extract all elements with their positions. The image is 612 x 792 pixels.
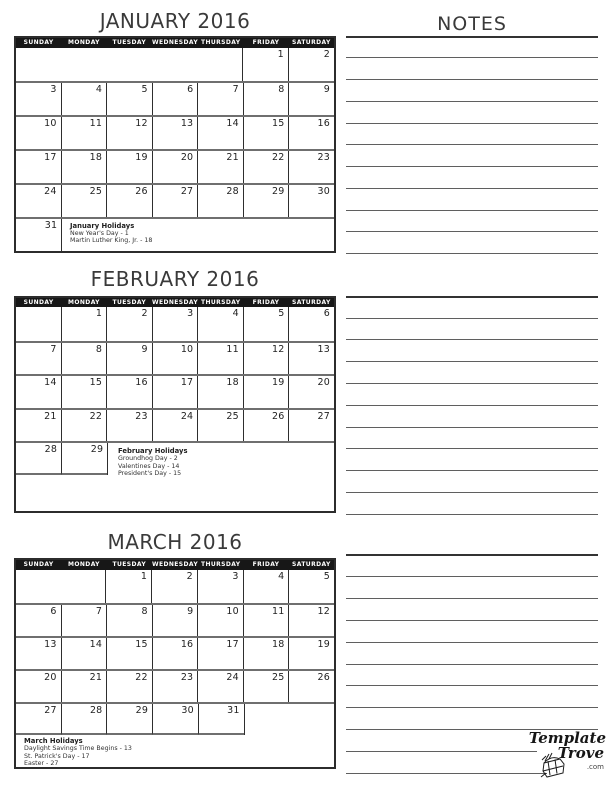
day-number: 29: [135, 705, 149, 717]
month-holidays: [118, 447, 188, 478]
logo-text-com: .com: [586, 763, 604, 771]
notes-line: [346, 318, 598, 319]
day-number: 16: [317, 118, 331, 130]
day-cell: [16, 410, 61, 442]
notes-line: [346, 57, 598, 58]
notes-line: [346, 448, 598, 449]
calendar-grid: [14, 296, 336, 513]
notes-line: [346, 210, 598, 211]
logo-text-template: Template: [528, 729, 606, 747]
day-number: 13: [180, 118, 194, 130]
day-cell: [106, 83, 152, 115]
day-cell: [106, 376, 152, 408]
day-cell: [151, 570, 197, 603]
day-cell: [243, 410, 289, 442]
day-cell: [106, 671, 152, 702]
day-cell-empty: [151, 48, 196, 82]
holiday-item: Martin Luther King, Jr. - 18: [70, 237, 153, 245]
day-number: 9: [187, 605, 194, 617]
notes-line: [346, 427, 598, 428]
day-cell: [197, 376, 243, 408]
day-number: 5: [141, 84, 148, 96]
week-row: [16, 669, 334, 702]
day-cell: [288, 185, 334, 217]
day-number: 24: [180, 410, 194, 422]
weekday-label: MONDAY: [68, 561, 100, 568]
holiday-item: St. Patrick's Day - 17: [24, 752, 90, 760]
weekday-label: WEDNESDAY: [151, 561, 199, 568]
day-cell: [16, 443, 61, 475]
day-number: 1: [95, 308, 103, 319]
notes-line: [346, 576, 598, 577]
week-row: [16, 341, 334, 375]
day-cell: [243, 117, 289, 149]
day-number: 31: [227, 705, 240, 717]
day-cell: [61, 307, 107, 341]
day-number: 23: [180, 672, 194, 684]
day-number: 10: [180, 343, 194, 355]
day-cell: [152, 117, 198, 149]
notes-line: [346, 642, 598, 643]
day-number: 14: [89, 638, 103, 650]
day-cell: [288, 48, 334, 82]
day-number: 27: [44, 705, 57, 717]
week-row: [16, 603, 334, 636]
notes-line: [346, 166, 598, 167]
day-number: 8: [141, 605, 148, 617]
day-number: 11: [89, 118, 103, 130]
day-cell: [243, 376, 289, 408]
day-number: 25: [226, 410, 239, 422]
week-row: [16, 217, 334, 251]
day-number: 10: [226, 605, 239, 617]
day-number: 19: [271, 377, 285, 389]
day-cell: [152, 605, 198, 636]
day-cell: [106, 605, 152, 636]
day-cell: [197, 151, 243, 183]
day-cell: [152, 307, 198, 341]
day-number: 11: [226, 343, 239, 355]
notes-line: [346, 598, 598, 599]
weekday-label: THURSDAY: [200, 561, 241, 568]
day-cell: [243, 83, 289, 115]
week-row: [16, 81, 334, 115]
day-cell-empty: [244, 443, 289, 475]
day-cell: [106, 117, 152, 149]
holidays-title: January Holidays: [70, 221, 135, 230]
day-number: 28: [226, 186, 239, 198]
weekday-label: TUESDAY: [112, 39, 147, 46]
day-cell: [288, 410, 334, 442]
week-row: [16, 702, 334, 735]
month-holidays: [70, 222, 152, 245]
day-cell: [16, 117, 61, 149]
weekday-label: SUNDAY: [23, 39, 54, 46]
day-number: 9: [323, 84, 331, 96]
weekday-header-bar: [16, 560, 334, 570]
notes-line: [346, 144, 598, 145]
day-cell: [61, 605, 107, 636]
day-cell: [106, 343, 152, 375]
notes-line: [346, 383, 598, 384]
day-cell: [61, 343, 107, 375]
day-cell: [198, 704, 244, 735]
day-number: 13: [44, 638, 57, 650]
day-number: 30: [181, 705, 194, 717]
day-number: 7: [50, 343, 57, 355]
day-number: 16: [135, 377, 148, 389]
day-cell: [197, 117, 243, 149]
day-number: 2: [186, 570, 193, 582]
notes-title: NOTES: [437, 13, 507, 35]
day-number: 23: [317, 152, 331, 164]
notes-line: [346, 773, 547, 774]
week-row: [16, 307, 334, 341]
weekday-label: SUNDAY: [23, 561, 54, 568]
day-cell: [243, 605, 289, 636]
weekday-label: THURSDAY: [200, 298, 241, 306]
day-cell: [197, 605, 243, 636]
day-cell: [152, 638, 198, 669]
holiday-item: New Year's Day - 1: [70, 229, 129, 237]
day-cell-empty: [61, 570, 106, 603]
holidays-title: February Holidays: [118, 447, 188, 456]
weekday-label: SATURDAY: [292, 561, 331, 568]
day-cell: [152, 376, 198, 408]
weekday-label: SUNDAY: [23, 298, 54, 306]
day-cell-empty: [199, 443, 244, 475]
day-number: 2: [323, 48, 330, 60]
holiday-item: Groundhog Day - 2: [118, 455, 178, 463]
week-row: [16, 149, 334, 183]
day-cell: [61, 151, 107, 183]
day-cell-empty: [243, 219, 288, 251]
day-number: 14: [44, 377, 57, 389]
day-cell: [288, 605, 334, 636]
day-cell: [288, 151, 334, 183]
day-number: 18: [226, 377, 239, 389]
day-cell: [106, 704, 152, 735]
day-cell: [243, 307, 289, 341]
day-cell: [16, 671, 61, 702]
notes-line: [346, 101, 598, 102]
day-number: 6: [323, 308, 331, 319]
day-cell: [61, 671, 107, 702]
day-number: 1: [140, 570, 148, 582]
notes-line: [346, 79, 598, 80]
day-cell-empty: [106, 48, 151, 82]
day-cell: [61, 638, 107, 669]
weekday-label: FRIDAY: [252, 561, 280, 568]
day-cell-empty: [198, 219, 243, 251]
weekday-label: MONDAY: [68, 298, 100, 306]
day-cell: [243, 638, 289, 669]
day-number: 21: [226, 152, 239, 164]
day-cell-empty: [244, 704, 290, 735]
day-number: 26: [135, 186, 148, 198]
logo-text-trove: Trove: [557, 744, 604, 762]
day-number: 18: [89, 152, 103, 164]
day-cell: [242, 48, 288, 82]
day-cell: [61, 117, 107, 149]
notes-line: [346, 36, 598, 38]
day-cell: [106, 307, 152, 341]
day-cell: [61, 410, 107, 442]
day-number: 6: [50, 605, 57, 617]
day-number: 28: [89, 705, 103, 717]
weekday-label: SATURDAY: [292, 39, 331, 46]
day-cell: [288, 376, 334, 408]
day-cell: [152, 151, 198, 183]
weekday-header-bar: [16, 38, 334, 48]
day-number: 23: [135, 410, 148, 422]
week-row: [16, 441, 334, 478]
holiday-item: President's Day - 15: [118, 470, 182, 478]
day-cell: [106, 151, 152, 183]
day-cell: [243, 671, 289, 702]
day-cell-empty: [16, 48, 61, 82]
day-number: 21: [44, 410, 57, 422]
day-number: 7: [232, 84, 239, 96]
day-cell: [288, 671, 334, 702]
day-cell: [16, 376, 61, 408]
day-number: 28: [44, 444, 58, 456]
day-cell: [243, 570, 289, 603]
day-number: 11: [271, 605, 285, 617]
day-number: 20: [180, 152, 194, 164]
day-cell: [197, 638, 243, 669]
day-cell: [106, 185, 152, 217]
week-row: [16, 183, 334, 217]
day-cell-empty: [153, 219, 198, 251]
day-number: 8: [95, 343, 103, 355]
day-cell: [152, 343, 198, 375]
day-number: 20: [317, 377, 331, 389]
day-cell: [61, 443, 107, 475]
weekday-label: FRIDAY: [252, 39, 280, 46]
day-number: 5: [323, 570, 331, 582]
day-number: 16: [180, 638, 194, 650]
day-number: 15: [89, 377, 103, 389]
day-cell: [16, 605, 61, 636]
day-number: 4: [95, 84, 103, 96]
holiday-item: Easter - 27: [24, 760, 59, 768]
day-cell: [16, 219, 61, 251]
day-cell: [197, 671, 243, 702]
notes-line: [346, 554, 598, 556]
day-number: 29: [271, 186, 285, 198]
day-cell: [288, 307, 334, 341]
notes-line: [346, 361, 598, 362]
weekday-header-bar: [16, 298, 334, 308]
notes-line: [346, 514, 598, 515]
month-title: MARCH 2016: [107, 530, 243, 554]
day-cell-empty: [289, 443, 334, 475]
day-number: 8: [278, 84, 285, 96]
day-number: 13: [317, 343, 331, 355]
day-cell-empty: [197, 48, 242, 82]
day-number: 21: [89, 672, 103, 684]
day-cell: [243, 185, 289, 217]
day-cell-empty: [61, 48, 106, 82]
day-number: 14: [226, 118, 239, 130]
day-number: 19: [135, 152, 148, 164]
day-cell: [288, 343, 334, 375]
weekday-label: WEDNESDAY: [151, 298, 199, 306]
day-number: 17: [180, 377, 194, 389]
day-cell: [197, 185, 243, 217]
notes-line: [346, 664, 598, 665]
day-number: 17: [226, 638, 239, 650]
day-number: 30: [317, 186, 331, 198]
day-cell: [16, 185, 61, 217]
day-cell: [197, 83, 243, 115]
day-number: 20: [44, 672, 57, 684]
day-number: 3: [50, 84, 57, 96]
notes-line: [346, 231, 598, 232]
month-title: FEBRUARY 2016: [90, 267, 260, 291]
notes-line: [346, 707, 598, 708]
weekday-label: MONDAY: [68, 39, 100, 46]
day-number: 5: [278, 308, 285, 319]
day-number: 22: [271, 152, 285, 164]
day-number: 3: [232, 570, 239, 582]
notes-line: [346, 188, 598, 189]
weekday-label: TUESDAY: [112, 298, 147, 306]
day-cell: [152, 185, 198, 217]
day-cell: [243, 343, 289, 375]
day-cell: [105, 570, 151, 603]
day-number: 18: [271, 638, 285, 650]
day-cell: [16, 638, 61, 669]
day-cell-empty: [289, 704, 334, 735]
day-number: 26: [271, 410, 285, 422]
day-cell: [197, 307, 243, 341]
day-number: 12: [271, 343, 285, 355]
notes-line: [346, 253, 598, 254]
day-number: 12: [317, 605, 331, 617]
day-number: 27: [317, 410, 331, 422]
day-number: 26: [317, 672, 331, 684]
day-number: 4: [278, 570, 285, 582]
day-cell: [16, 83, 61, 115]
notes-line: [346, 405, 598, 406]
day-cell: [243, 151, 289, 183]
day-cell: [16, 343, 61, 375]
notes-line: [346, 123, 598, 124]
calendar-grid: [14, 558, 336, 769]
day-number: 25: [89, 186, 103, 198]
day-number: 22: [135, 672, 148, 684]
day-number: 7: [95, 605, 103, 617]
day-cell-empty: [289, 219, 334, 251]
notes-line: [346, 296, 598, 298]
day-cell: [106, 638, 152, 669]
month-title: JANUARY 2016: [99, 9, 251, 33]
day-cell: [152, 671, 198, 702]
day-cell: [16, 151, 61, 183]
week-row: [16, 408, 334, 442]
holiday-item: Valentines Day - 14: [118, 462, 180, 470]
notes-line: [346, 685, 598, 686]
day-cell: [288, 117, 334, 149]
day-cell: [152, 410, 198, 442]
notes-line: [346, 470, 598, 471]
week-row: [16, 636, 334, 669]
day-cell: [152, 704, 198, 735]
day-number: 4: [232, 308, 239, 319]
day-cell-empty: [16, 307, 61, 341]
weekday-label: THURSDAY: [200, 39, 241, 46]
notes-line: [346, 339, 598, 340]
day-cell: [61, 376, 107, 408]
day-number: 24: [226, 672, 239, 684]
day-number: 15: [271, 118, 285, 130]
week-row: [16, 374, 334, 408]
day-number: 27: [180, 186, 194, 198]
day-number: 15: [135, 638, 148, 650]
week-row: [16, 48, 334, 82]
notes-line: [346, 751, 537, 752]
notes-line: [346, 492, 598, 493]
day-cell: [288, 83, 334, 115]
day-number: 19: [317, 638, 331, 650]
day-number: 1: [277, 48, 284, 60]
day-cell: [152, 83, 198, 115]
day-number: 25: [271, 672, 285, 684]
weekday-label: FRIDAY: [252, 298, 280, 306]
month-holidays: [16, 735, 334, 768]
day-number: 22: [89, 410, 103, 422]
day-cell: [197, 343, 243, 375]
day-cell: [197, 410, 243, 442]
weekday-label: WEDNESDAY: [151, 39, 199, 46]
day-cell: [61, 704, 107, 735]
day-number: 6: [187, 84, 194, 96]
weekday-label: TUESDAY: [112, 561, 147, 568]
day-cell: [288, 570, 334, 603]
day-number: 24: [44, 186, 57, 198]
day-cell: [288, 638, 334, 669]
day-number: 31: [44, 219, 58, 231]
day-number: 3: [187, 308, 194, 319]
day-cell-empty: [16, 570, 61, 603]
day-cell: [61, 185, 107, 217]
day-number: 10: [44, 118, 57, 130]
day-number: 2: [141, 308, 148, 319]
template-trove-logo: [528, 729, 606, 782]
day-cell: [197, 570, 243, 603]
notes-line: [346, 620, 598, 621]
day-number: 12: [135, 118, 148, 130]
day-number: 17: [44, 152, 57, 164]
week-row: [16, 115, 334, 149]
week-row: [16, 570, 334, 603]
holidays-title: March Holidays: [24, 737, 83, 746]
day-cell: [16, 704, 61, 735]
day-cell: [61, 83, 107, 115]
calendar-grid: [14, 36, 336, 253]
day-number: 9: [141, 343, 148, 355]
weekday-label: SATURDAY: [292, 298, 331, 306]
day-cell: [106, 410, 152, 442]
day-number: 29: [90, 444, 104, 456]
holiday-item: Daylight Savings Time Begins - 13: [24, 745, 132, 753]
